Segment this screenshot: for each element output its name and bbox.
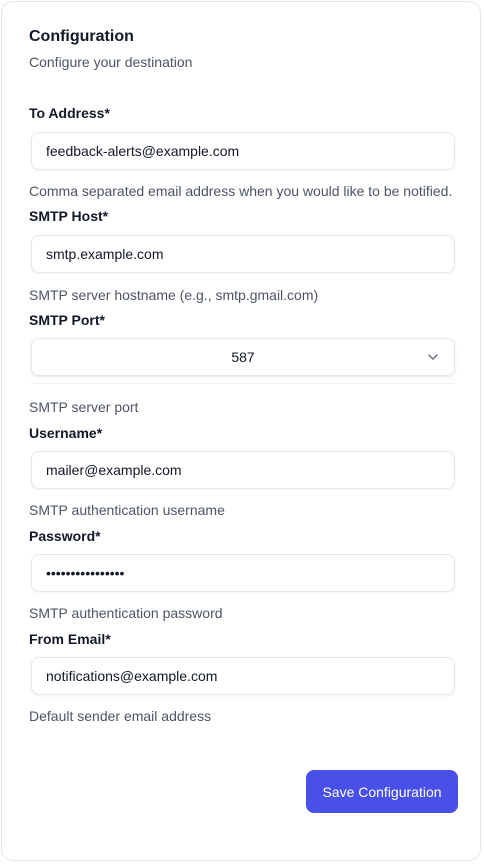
smtp-port-value: 587: [231, 349, 255, 365]
from-email-help: Default sender email address: [29, 708, 212, 724]
password-help: SMTP authentication password: [29, 605, 223, 621]
to-address-label: To Address*: [29, 105, 110, 121]
smtp-host-label: SMTP Host*: [29, 208, 109, 224]
configuration-card: [1, 1, 481, 861]
chevron-down-icon: [426, 350, 440, 364]
save-configuration-button[interactable]: Save Configuration: [306, 770, 458, 813]
smtp-port-help: SMTP server port: [29, 399, 139, 415]
password-label: Password*: [29, 528, 101, 544]
from-email-input[interactable]: [31, 657, 455, 695]
username-help: SMTP authentication username: [29, 502, 225, 518]
smtp-port-label: SMTP Port*: [29, 312, 105, 328]
smtp-host-input[interactable]: [31, 235, 455, 273]
to-address-help: Comma separated email address when you would like to be notified.: [29, 183, 453, 199]
to-address-input[interactable]: [31, 132, 455, 170]
select-divider: [31, 383, 455, 390]
username-label: Username*: [29, 425, 103, 441]
smtp-host-help: SMTP server hostname (e.g., smtp.gmail.com): [29, 287, 319, 303]
password-input[interactable]: [31, 554, 455, 592]
page-title: Configuration: [29, 28, 134, 45]
page-subtitle: Configure your destination: [29, 54, 193, 70]
from-email-label: From Email*: [29, 631, 111, 647]
username-input[interactable]: [31, 451, 455, 489]
smtp-port-select[interactable]: [31, 338, 455, 376]
